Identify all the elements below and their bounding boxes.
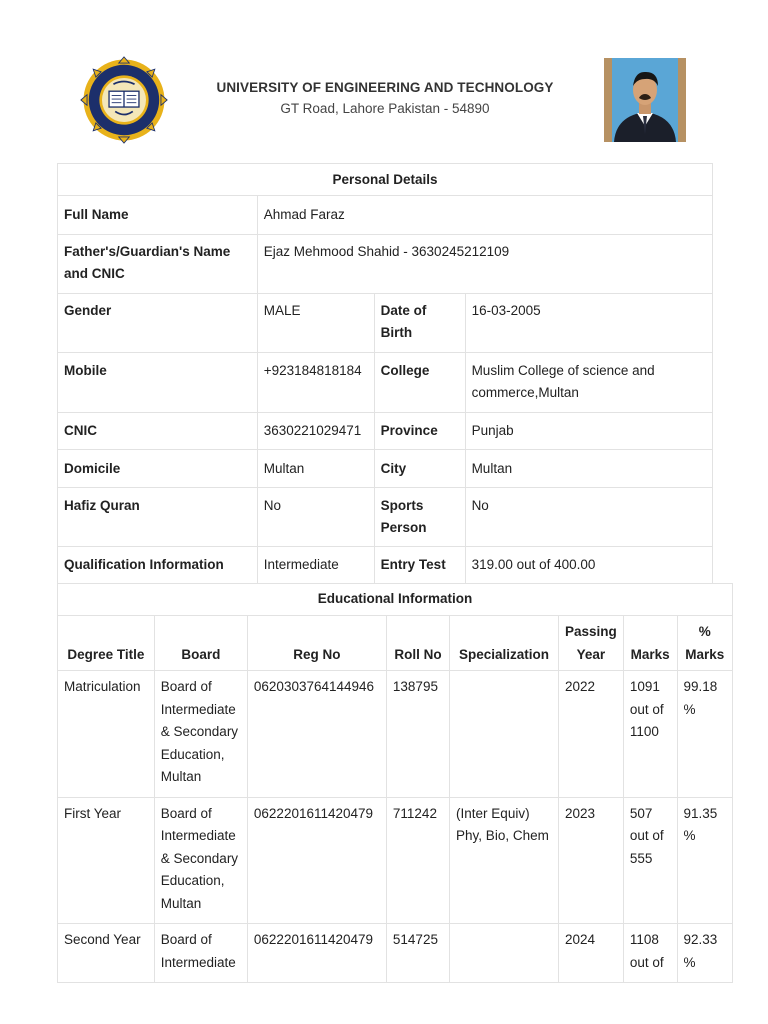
passing-year-cell: 2024 bbox=[559, 924, 624, 983]
board-cell: Board of Intermediate & Secondary Education, Multan bbox=[154, 797, 247, 924]
qualification-label: Qualification Information bbox=[58, 547, 258, 584]
column-header-percent-marks: % Marks bbox=[677, 616, 732, 671]
hafiz-quran-value: No bbox=[257, 488, 374, 547]
dob-value: 16-03-2005 bbox=[465, 294, 712, 353]
qualification-value: Intermediate bbox=[257, 547, 374, 584]
board-cell: Board of Intermediate bbox=[154, 924, 247, 983]
mobile-value: +923184818184 bbox=[257, 353, 374, 413]
full-name-value: Ahmad Faraz bbox=[257, 196, 712, 235]
specialization-cell bbox=[450, 671, 559, 798]
gender-value: MALE bbox=[257, 294, 374, 353]
column-header-marks: Marks bbox=[623, 616, 677, 671]
roll-no-cell: 514725 bbox=[386, 924, 449, 983]
percent-marks-cell: 92.33 % bbox=[677, 924, 732, 983]
dob-label: Date of Birth bbox=[374, 294, 465, 353]
city-value: Multan bbox=[465, 450, 712, 488]
guardian-value: Ejaz Mehmood Shahid - 3630245212109 bbox=[257, 235, 712, 294]
degree-title-cell: Matriculation bbox=[58, 671, 155, 798]
specialization-cell: (Inter Equiv) Phy, Bio, Chem bbox=[450, 797, 559, 924]
table-row bbox=[58, 924, 733, 983]
sports-person-label: Sports Person bbox=[374, 488, 465, 547]
specialization-cell bbox=[450, 924, 559, 983]
reg-no-cell: 0622201611420479 bbox=[247, 924, 386, 983]
guardian-label: Father's/Guardian's Name and CNIC bbox=[58, 235, 258, 294]
marks-cell: 1108 out of bbox=[623, 924, 677, 983]
roll-no-cell: 138795 bbox=[386, 671, 449, 798]
column-header-roll-no: Roll No bbox=[386, 616, 449, 671]
sports-person-value: No bbox=[465, 488, 712, 547]
passing-year-cell: 2022 bbox=[559, 671, 624, 798]
hafiz-quran-label: Hafiz Quran bbox=[58, 488, 258, 547]
province-value: Punjab bbox=[465, 413, 712, 450]
table-row bbox=[58, 797, 733, 924]
city-label: City bbox=[374, 450, 465, 488]
province-label: Province bbox=[374, 413, 465, 450]
percent-marks-cell: 99.18 % bbox=[677, 671, 732, 798]
reg-no-cell: 0620303764144946 bbox=[247, 671, 386, 798]
reg-no-cell: 0622201611420479 bbox=[247, 797, 386, 924]
column-header-reg-no: Reg No bbox=[247, 616, 386, 671]
marks-cell: 507 out of 555 bbox=[623, 797, 677, 924]
full-name-label: Full Name bbox=[58, 196, 258, 235]
board-cell: Board of Intermediate & Secondary Education, Multan bbox=[154, 671, 247, 798]
table-row bbox=[58, 671, 733, 798]
column-header-passing-year: Passing Year bbox=[559, 616, 624, 671]
university-logo bbox=[80, 56, 168, 144]
column-header-degree-title: Degree Title bbox=[58, 616, 155, 671]
column-header-specialization: Specialization bbox=[450, 616, 559, 671]
college-value: Muslim College of science and commerce,Multan bbox=[465, 353, 712, 413]
roll-no-cell: 711242 bbox=[386, 797, 449, 924]
domicile-label: Domicile bbox=[58, 450, 258, 488]
degree-title-cell: First Year bbox=[58, 797, 155, 924]
percent-marks-cell: 91.35 % bbox=[677, 797, 732, 924]
gender-label: Gender bbox=[58, 294, 258, 353]
personal-details-table bbox=[57, 163, 713, 584]
marks-cell: 1091 out of 1100 bbox=[623, 671, 677, 798]
applicant-photo bbox=[604, 58, 686, 142]
personal-details-title: Personal Details bbox=[58, 164, 713, 196]
university-name: UNIVERSITY OF ENGINEERING AND TECHNOLOGY bbox=[216, 80, 554, 95]
educational-information-table bbox=[57, 583, 733, 983]
column-header-board: Board bbox=[154, 616, 247, 671]
entry-test-value: 319.00 out of 400.00 bbox=[465, 547, 712, 584]
cnic-value: 3630221029471 bbox=[257, 413, 374, 450]
college-label: College bbox=[374, 353, 465, 413]
domicile-value: Multan bbox=[257, 450, 374, 488]
page-header bbox=[0, 0, 768, 160]
cnic-label: CNIC bbox=[58, 413, 258, 450]
university-address: GT Road, Lahore Pakistan - 54890 bbox=[280, 101, 490, 116]
educational-information-title: Educational Information bbox=[58, 584, 733, 616]
degree-title-cell: Second Year bbox=[58, 924, 155, 983]
mobile-label: Mobile bbox=[58, 353, 258, 413]
entry-test-label: Entry Test bbox=[374, 547, 465, 584]
passing-year-cell: 2023 bbox=[559, 797, 624, 924]
